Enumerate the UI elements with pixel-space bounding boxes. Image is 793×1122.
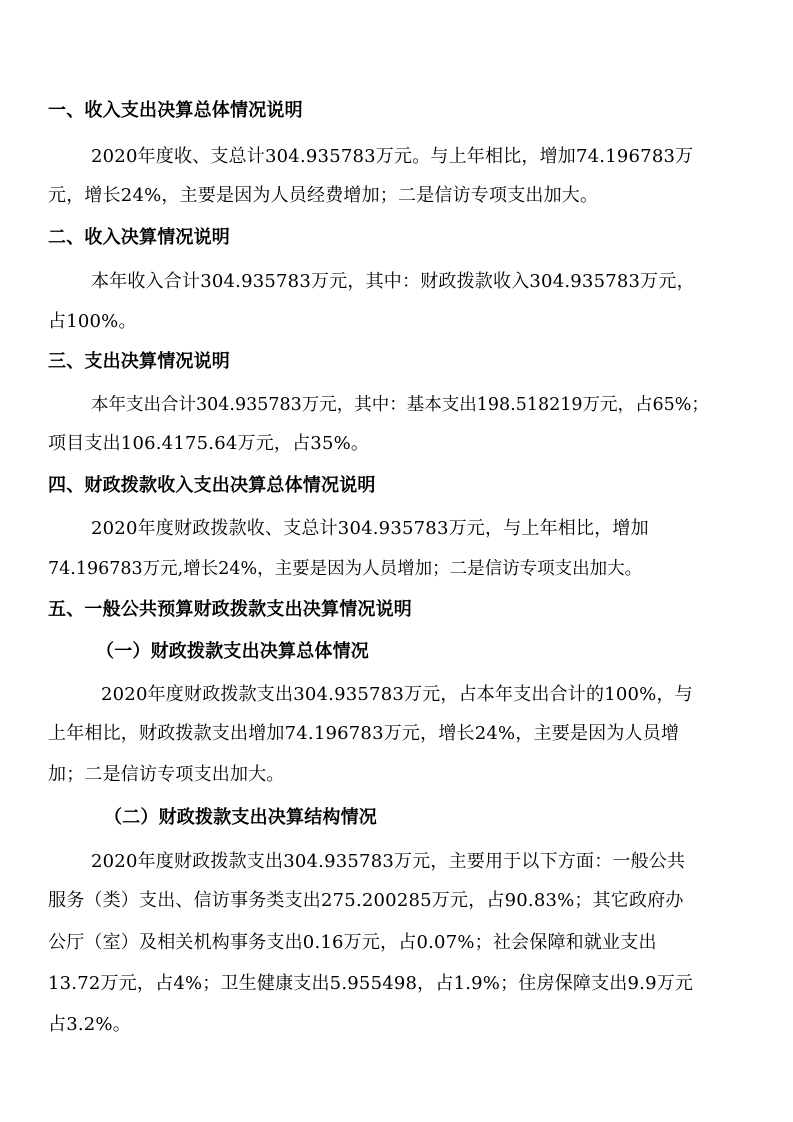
paragraph-line: 占100%。 [48, 311, 137, 332]
paragraph-line: 上年相比，财政拨款支出增加74.196783万元，增长24%，主要是因为人员增 [48, 723, 680, 744]
paragraph-line: 本年支出合计304.935783万元，其中：基本支出198.518219万元，占65%； [91, 395, 709, 415]
paragraph-line: 项目支出106.4175.64万元，占35%。 [48, 433, 370, 454]
paragraph-line: 占3.2%。 [48, 1014, 131, 1035]
paragraph-line: 2020年度财政拨款支出304.935783万元，占本年支出合计的100%，与 [101, 684, 693, 705]
subsection-heading-1: （一）财政拨款支出决算总体情况 [96, 641, 369, 662]
section-heading-4: 四、财政拨款收入支出决算总体情况说明 [48, 475, 376, 496]
paragraph-line: 2020年度财政拨款收、支总计304.935783万元，与上年相比，增加 [91, 518, 649, 539]
paragraph-line: 13.72万元，占4%；卫生健康支出5.955498，占1.9%；住房保障支出9.9万元 [48, 973, 694, 994]
paragraph-line: 2020年度收、支总计304.935783万元。与上年相比，增加74.196783万 [91, 146, 694, 167]
paragraph-line: 元，增长24%，主要是因为人员经费增加；二是信访专项支出加大。 [48, 185, 599, 206]
section-heading-5: 五、一般公共预算财政拨款支出决算情况说明 [48, 599, 412, 620]
paragraph-line: 2020年度财政拨款支出304.935783万元，主要用于以下方面：一般公共 [91, 851, 686, 872]
subsection-heading-2: （二）财政拨款支出决算结构情况 [104, 807, 377, 828]
paragraph-line: 74.196783万元,增长24%，主要是因为人员增加；二是信访专项支出加大。 [48, 559, 643, 579]
section-heading-3: 三、支出决算情况说明 [48, 351, 230, 372]
paragraph-line: 服务（类）支出、信访事务类支出275.200285万元，占90.83%；其它政府办 [48, 890, 684, 911]
paragraph-line: 公厅（室）及相关机构事务支出0.16万元，占0.07%；社会保障和就业支出 [48, 932, 657, 953]
paragraph-line: 加；二是信访专项支出加大。 [48, 764, 285, 785]
section-heading-2: 二、收入决算情况说明 [48, 227, 230, 248]
section-heading-1: 一、收入支出决算总体情况说明 [48, 100, 303, 121]
paragraph-line: 本年收入合计304.935783万元，其中：财政拨款收入304.935783万元， [91, 271, 695, 292]
